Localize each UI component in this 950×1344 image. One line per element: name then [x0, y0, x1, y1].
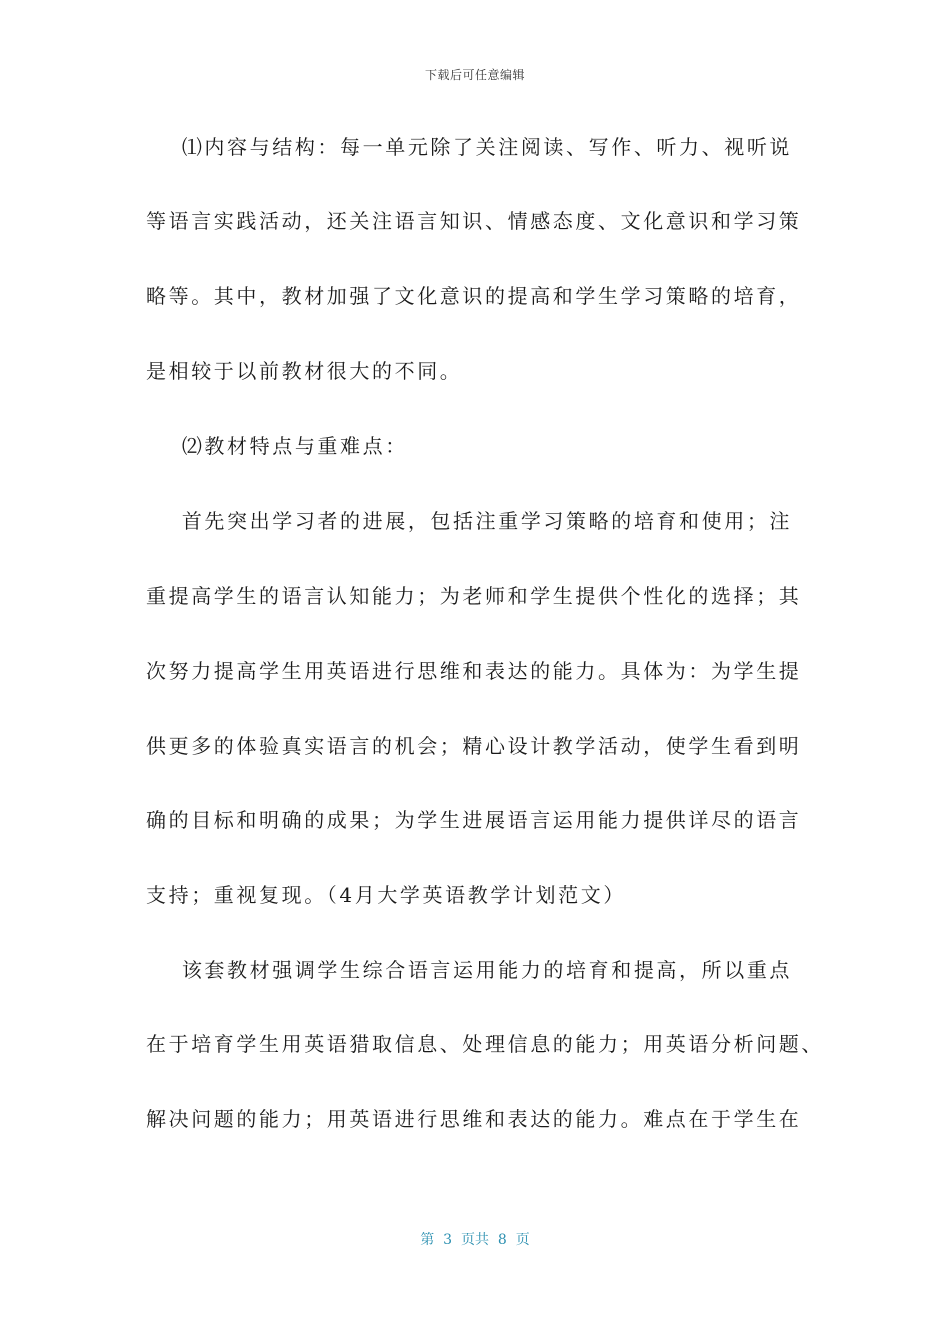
body-line: 重提高学生的语言认知能力；为老师和学生提供个性化的选择；其 [146, 584, 802, 608]
body-line: 该套教材强调学生综合语言运用能力的培育和提高，所以重点 [146, 958, 793, 982]
body-line: 是相较于以前教材很大的不同。 [146, 359, 463, 383]
page-footer: 第 3 页共 8 页 [420, 1232, 530, 1248]
body-line: 支持；重视复现。（4月大学英语教学计划范文） [146, 883, 626, 907]
body-line: ⑵教材特点与重难点： [146, 434, 408, 458]
body-line: ⑴内容与结构：每一单元除了关注阅读、写作、听力、视听说 [146, 135, 793, 159]
body-line: 略等。其中，教材加强了文化意识的提高和学生学习策略的培育， [146, 284, 802, 308]
page-header: 下载后可任意编辑 [424, 68, 525, 82]
body-line: 等语言实践活动，还关注语言知识、情感态度、文化意识和学习策 [146, 209, 802, 233]
body-line: 供更多的体验真实语言的机会；精心设计教学活动，使学生看到明 [146, 734, 802, 758]
body-line: 首先突出学习者的进展，包括注重学习策略的培育和使用；注 [146, 509, 793, 533]
body-line: 在于培育学生用英语猎取信息、处理信息的能力；用英语分析问题、 [146, 1032, 824, 1056]
body-line: 确的目标和明确的成果；为学生进展语言运用能力提供详尽的语言 [146, 808, 802, 832]
body-line: 解决问题的能力；用英语进行思维和表达的能力。难点在于学生在 [146, 1107, 802, 1131]
body-line: 次努力提高学生用英语进行思维和表达的能力。具体为：为学生提 [146, 659, 802, 683]
